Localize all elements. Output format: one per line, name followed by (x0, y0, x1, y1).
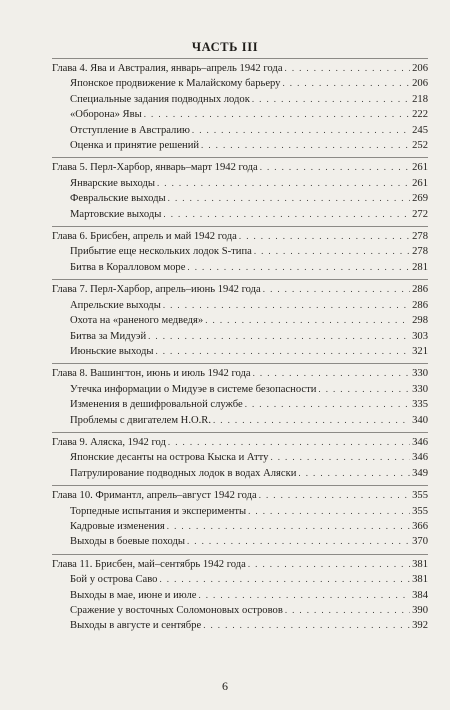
chapter-row-title: Глава 9. Аляска, 1942 год (52, 436, 166, 448)
section-row-title: Январские выходы (70, 177, 155, 189)
section-row-page: 381 (412, 574, 428, 586)
chapter-row-page: 278 (412, 231, 428, 243)
section-row (52, 92, 428, 107)
chapter-block (52, 554, 428, 638)
chapter-row-title: Глава 4. Ява и Австралия, январь–апрель 1942 года (52, 63, 283, 74)
section-row-title: Утечка информации о Мидуэе в системе безопасности (70, 383, 317, 395)
chapter-row (52, 435, 428, 450)
section-row (52, 413, 428, 428)
section-row-page: 252 (412, 140, 428, 152)
dot-leader (298, 466, 410, 481)
section-row (52, 123, 428, 138)
section-row-page: 303 (412, 330, 428, 342)
section-row-page: 222 (412, 109, 428, 121)
dot-leader (260, 160, 410, 175)
dot-leader (157, 176, 410, 191)
section-row-title: Охота на «раненого медведя» (70, 315, 204, 327)
chapter-row-page: 346 (412, 436, 428, 448)
chapter-row (52, 366, 428, 381)
section-row-title: «Оборона» Явы (70, 109, 142, 121)
section-row-title: Изменения в дешифровальной службе (70, 399, 243, 411)
chapter-row-title: Глава 5. Перл-Харбор, январь–март 1942 года (52, 162, 258, 174)
section-row-page: 355 (412, 505, 428, 517)
dot-leader (252, 92, 410, 107)
chapter-row-title: Глава 10. Фримантл, апрель–август 1942 года (52, 490, 257, 502)
section-row (52, 329, 428, 344)
dot-leader (167, 519, 410, 534)
dot-leader (245, 397, 410, 412)
section-row-title: Японские десанты на острова Кыска и Атту (70, 452, 269, 464)
section-row-title: Битва в Коралловом море (70, 261, 186, 273)
section-row-page: 269 (412, 193, 428, 205)
chapter-row-page: 330 (412, 368, 428, 380)
chapter-row-page: 206 (412, 63, 428, 74)
section-row-page: 340 (412, 414, 428, 426)
dot-leader (168, 191, 410, 206)
dot-leader (187, 534, 410, 549)
section-row-page: 298 (412, 315, 428, 327)
section-row-page: 366 (412, 520, 428, 532)
section-row-page: 330 (412, 383, 428, 395)
section-row (52, 450, 428, 465)
section-row (52, 176, 428, 191)
section-row-title: Выходы в боевые походы (70, 536, 185, 548)
section-row (52, 588, 428, 603)
section-row-page: 272 (412, 208, 428, 220)
section-row-title: Выходы в августе и сентябре (70, 620, 202, 632)
section-row-title: Проблемы с двигателем H.O.R. (70, 414, 211, 426)
dot-leader (248, 557, 410, 572)
chapter-block (52, 226, 428, 279)
section-row (52, 382, 428, 397)
chapter-row-page: 286 (412, 284, 428, 296)
section-row-page: 245 (412, 124, 428, 136)
chapter-row-page: 261 (412, 162, 428, 174)
section-row-title: Июньские выходы (70, 345, 154, 357)
chapter-row-page: 381 (412, 558, 428, 570)
page-number: 6 (222, 679, 228, 693)
section-row-page: 390 (412, 605, 428, 616)
section-row-title: Оценка и принятие решений (70, 140, 200, 152)
dot-leader (270, 450, 410, 465)
section-row-page: 384 (412, 589, 428, 601)
section-row (52, 397, 428, 412)
chapter-block (52, 432, 428, 485)
chapter-block (52, 157, 428, 226)
chapter-row (52, 61, 428, 76)
section-row (52, 207, 428, 222)
section-row-page: 206 (412, 78, 428, 90)
section-row (52, 138, 428, 153)
dot-leader (254, 244, 410, 259)
section-row-title: Японское продвижение к Малайскому барьеру (70, 78, 281, 90)
section-row-page: 346 (412, 452, 428, 464)
section-row (52, 504, 428, 519)
section-row-page: 392 (412, 620, 428, 632)
section-row (52, 107, 428, 122)
dot-leader (285, 61, 411, 76)
section-row (52, 76, 428, 91)
section-row (52, 244, 428, 259)
chapter-row-page: 355 (412, 490, 428, 502)
section-row (52, 618, 428, 633)
section-row-page: 370 (412, 536, 428, 548)
section-row-page: 278 (412, 246, 428, 258)
section-row-page: 349 (412, 467, 428, 479)
section-row-title: Кадровые изменения (70, 520, 165, 532)
dot-leader (144, 107, 410, 122)
section-row-title: Выходы в мае, июне и июле (70, 589, 197, 601)
section-row-title: Прибытие еще нескольких лодок S-типа (70, 246, 252, 258)
section-row-title: Мартовские выходы (70, 208, 162, 220)
section-row-title: Апрельские выходы (70, 299, 161, 311)
section-row-page: 218 (412, 93, 428, 105)
chapter-row-title: Глава 7. Перл-Харбор, апрель–июнь 1942 года (52, 284, 261, 296)
section-row-page: 335 (412, 399, 428, 411)
part-title: ЧАСТЬ III (191, 40, 259, 54)
dot-leader (213, 413, 410, 428)
section-row (52, 191, 428, 206)
chapter-block (52, 485, 428, 554)
section-row-title: Бой у острова Саво (70, 574, 158, 586)
section-row-title: Битва за Мидуэй (70, 330, 147, 342)
section-row (52, 313, 428, 328)
dot-leader (198, 588, 410, 603)
dot-leader (285, 603, 410, 618)
dot-leader (159, 572, 410, 587)
dot-leader (318, 382, 410, 397)
dot-leader (282, 76, 410, 91)
dot-leader (155, 344, 410, 359)
dot-leader (163, 298, 410, 313)
section-row-page: 286 (412, 299, 428, 311)
chapter-row (52, 160, 428, 175)
dot-leader (253, 366, 410, 381)
section-row-title: Сражение у восточных Соломоновых островов (70, 605, 283, 616)
section-row (52, 298, 428, 313)
section-row-page: 261 (412, 177, 428, 189)
chapter-row (52, 282, 428, 297)
dot-leader (248, 504, 410, 519)
dot-leader (239, 229, 410, 244)
table-of-contents (52, 58, 428, 638)
chapter-row (52, 557, 428, 572)
section-row (52, 466, 428, 481)
dot-leader (168, 435, 410, 450)
chapter-row (52, 229, 428, 244)
dot-leader (203, 618, 410, 633)
chapter-row (52, 488, 428, 503)
section-row (52, 534, 428, 549)
section-row (52, 603, 428, 618)
chapter-row-title: Глава 6. Брисбен, апрель и май 1942 года (52, 231, 237, 243)
section-row (52, 344, 428, 359)
dot-leader (201, 138, 410, 153)
dot-leader (263, 282, 410, 297)
section-row-page: 321 (412, 345, 428, 357)
chapter-block (52, 279, 428, 363)
section-row-title: Торпедные испытания и эксперименты (70, 505, 247, 517)
dot-leader (259, 488, 410, 503)
dot-leader (163, 207, 410, 222)
dot-leader (187, 260, 410, 275)
section-row-page: 281 (412, 261, 428, 273)
section-row (52, 260, 428, 275)
section-row-title: Специальные задания подводных лодок (70, 93, 250, 105)
chapter-row-title: Глава 8. Вашингтон, июнь и июль 1942 года (52, 368, 251, 380)
section-row (52, 572, 428, 587)
section-row (52, 519, 428, 534)
dot-leader (205, 313, 410, 328)
dot-leader (148, 329, 410, 344)
dot-leader (192, 123, 410, 138)
chapter-block (52, 58, 428, 157)
chapter-block (52, 363, 428, 432)
chapter-row-title: Глава 11. Брисбен, май–сентябрь 1942 года (52, 558, 246, 570)
section-row-title: Февральские выходы (70, 193, 166, 205)
section-row-title: Отступление в Австралию (70, 124, 190, 136)
section-row-title: Патрулирование подводных лодок в водах Аляски (70, 467, 297, 479)
